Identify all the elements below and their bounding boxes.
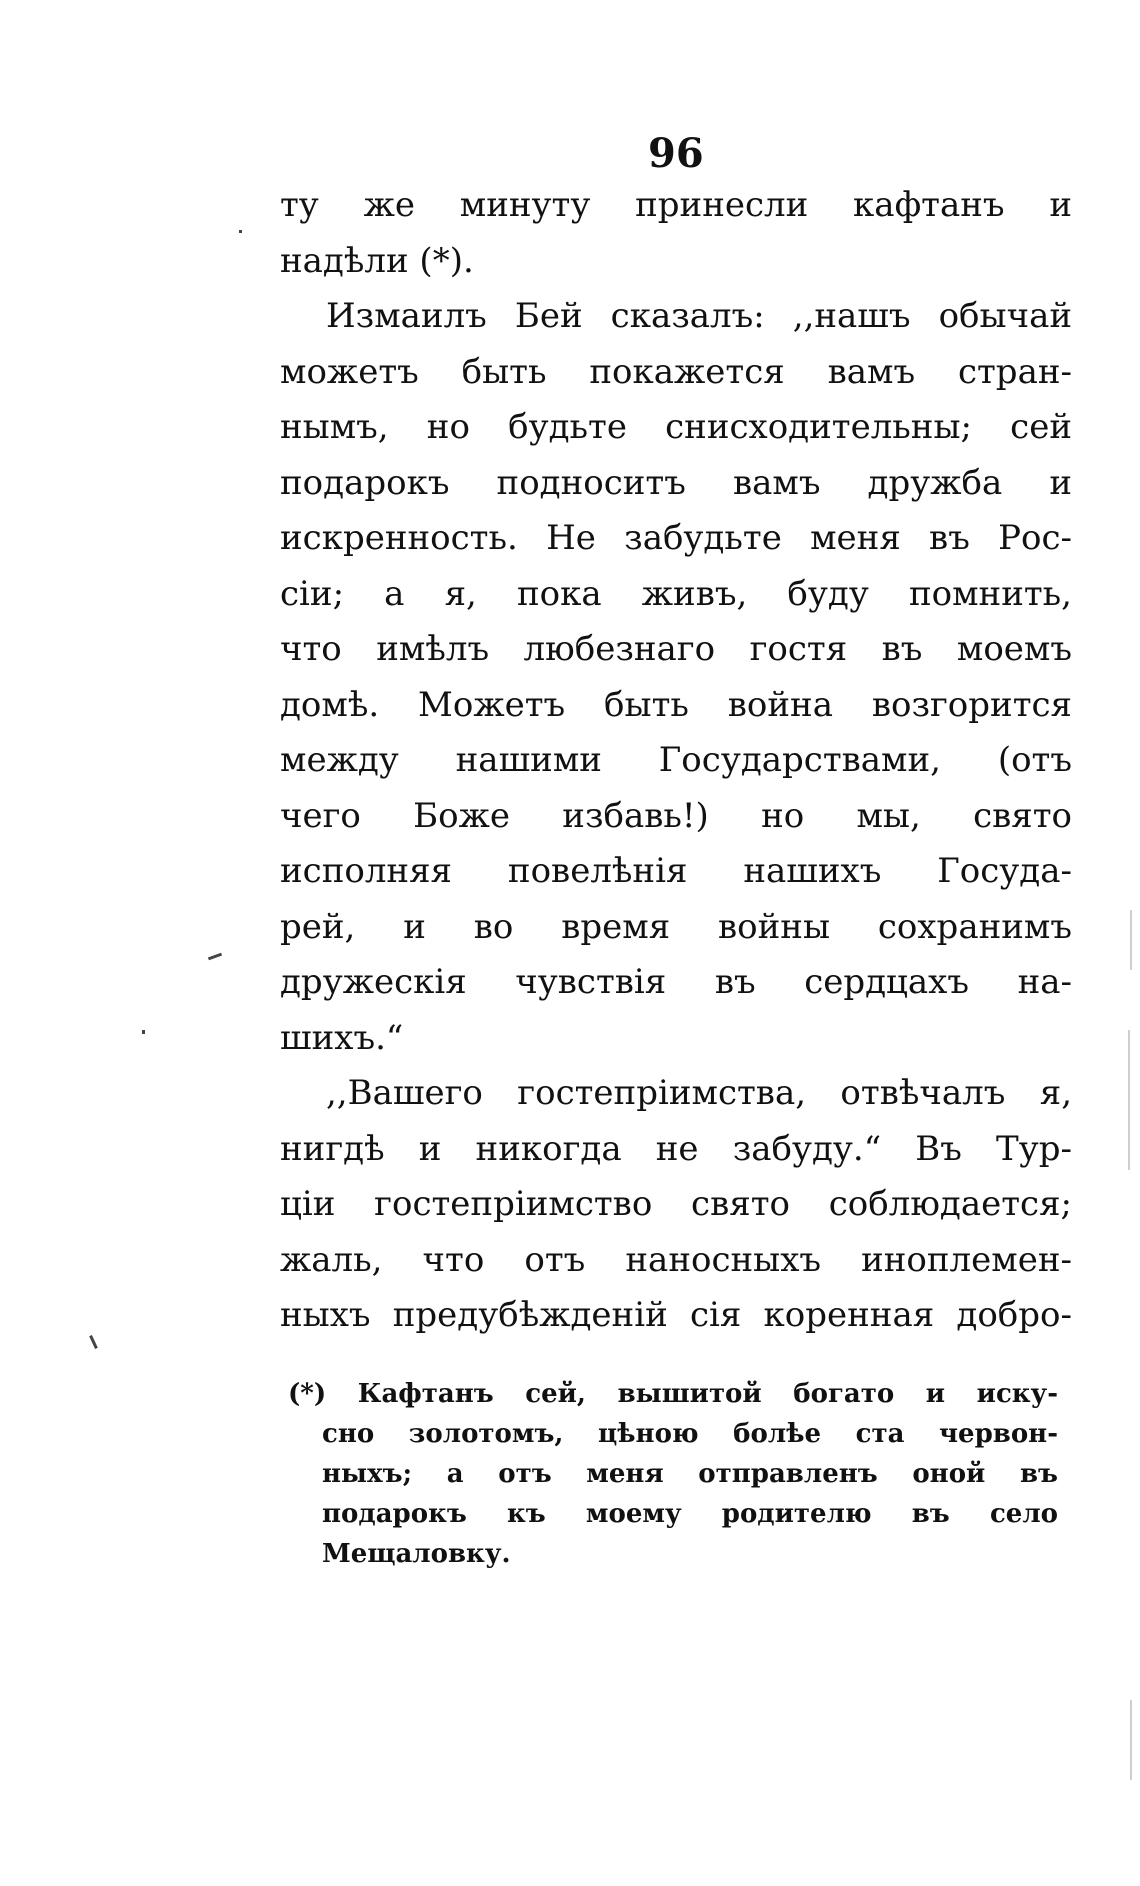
text-line: надѣли (*).: [280, 240, 474, 281]
text-line: жаль, что отъ наносныхъ иноплемен-: [280, 1239, 1072, 1280]
text-line: домѣ. Можетъ быть война возгорится: [280, 684, 1072, 725]
scan-speck: [142, 1030, 145, 1034]
footnote-line: Мещаловку.: [322, 1539, 511, 1569]
text-line: шихъ.“: [280, 1017, 404, 1058]
footnote: [288, 1374, 1058, 1574]
scan-edge: [1128, 1030, 1130, 1170]
main-text: [280, 178, 1072, 1344]
text-line: рей, и во время войны сохранимъ: [280, 906, 1072, 947]
footnote-line: (*) Кафтанъ сей, вышитой богато и иску-: [288, 1379, 1058, 1409]
text-line: сіи; а я, пока живъ, буду помнить,: [280, 573, 1072, 614]
text-line: чего Боже избавь!) но мы, свято: [280, 795, 1072, 836]
text-line: искренность. Не забудьте меня въ Рос-: [280, 518, 1072, 558]
text-line: нымъ, но будьте снисходительны; сей: [280, 407, 1072, 447]
text-line: ныхъ предубѣжденій сія коренная добро-: [280, 1295, 1072, 1335]
page-number: 96: [648, 130, 704, 177]
text-line: ,,Вашего гостепріимства, отвѣчалъ я,: [326, 1073, 1072, 1113]
text-line: ту же минуту принесли кафтанъ и: [280, 185, 1072, 225]
scan-edge: [1130, 1700, 1132, 1780]
footnote-line: сно золотомъ, цѣною болѣе ста червон-: [322, 1419, 1058, 1449]
scan-edge: [1130, 910, 1132, 970]
text-line: подарокъ подноситъ вамъ дружба и: [280, 462, 1072, 503]
text-line: Измаилъ Бей сказалъ: ,,нашъ обычай: [326, 296, 1072, 336]
text-line: между нашими Государствами, (отъ: [280, 740, 1072, 780]
text-line: можетъ быть покажется вамъ стран-: [280, 351, 1072, 392]
text-line: что имѣлъ любезнаго гостя въ моемъ: [280, 629, 1072, 669]
text-line: ціи гостепріимство свято соблюдается;: [280, 1184, 1072, 1224]
scan-speck: [208, 953, 222, 961]
footnote-line: подарокъ къ моему родителю въ село: [322, 1499, 1058, 1529]
text-line: исполняя повелѣнія нашихъ Госуда-: [280, 851, 1072, 891]
text-line: дружескія чувствія въ сердцахъ на-: [280, 962, 1072, 1002]
text-line: нигдѣ и никогда не забуду.“ Въ Тур-: [280, 1128, 1072, 1169]
footnote-line: ныхъ; а отъ меня отправленъ оной въ: [322, 1459, 1058, 1489]
scan-speck: [239, 230, 242, 233]
scan-speck: [89, 1335, 98, 1349]
